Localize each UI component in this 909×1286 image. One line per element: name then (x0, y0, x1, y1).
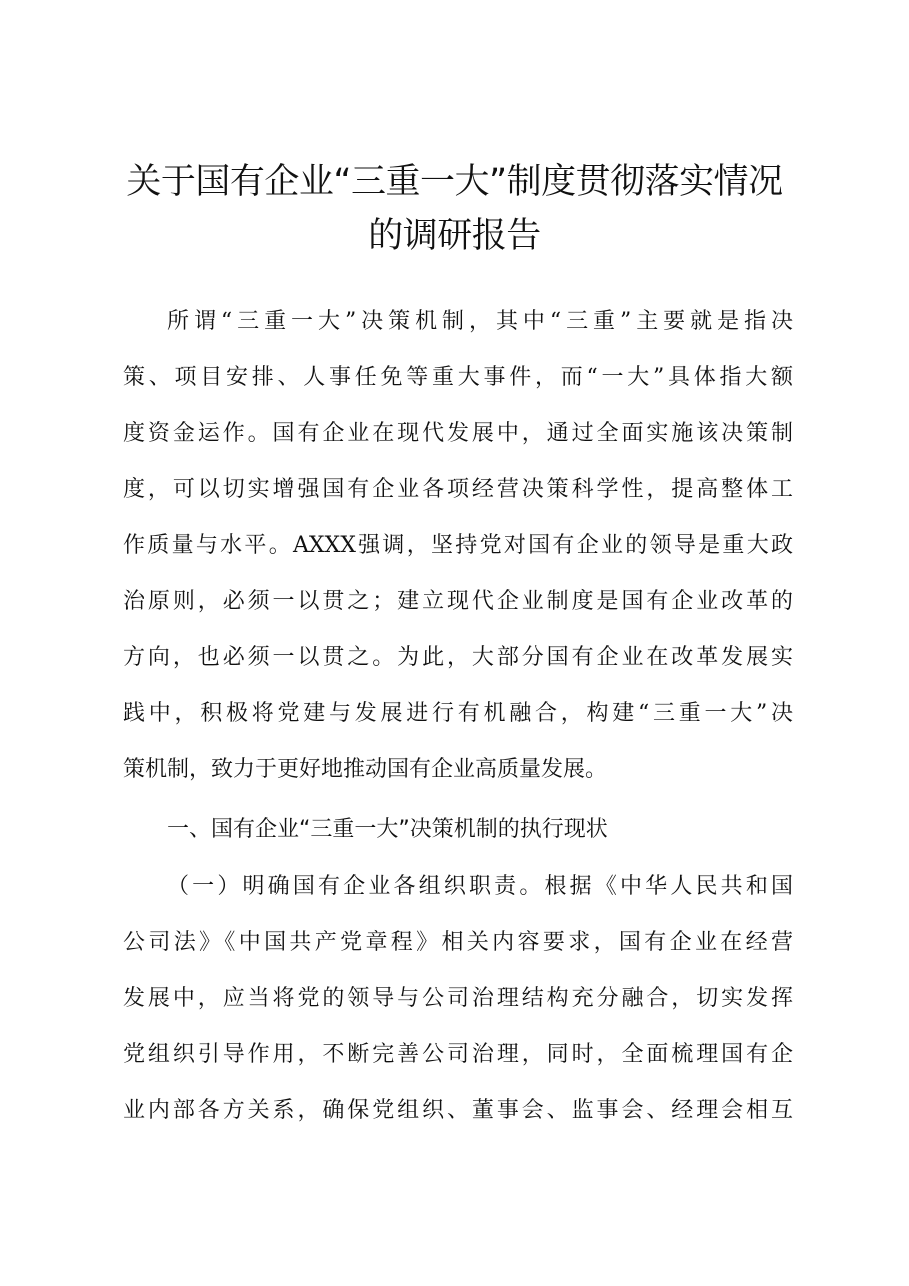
paragraph-1-line-5: 作质量与水平。AXXX强调，坚持党对国有企业的领导是重大政 (123, 533, 793, 558)
document-title-line-1: 关于国有企业“三重一大”制度贯彻落实情况 (126, 162, 783, 202)
document-title-line-2: 的调研报告 (368, 216, 541, 256)
paragraph-1-line-2: 策、项目安排、人事任免等重大事件，而“一大”具体指大额 (123, 365, 793, 390)
paragraph-1-line-9: 策机制，致力于更好地推动国有企业高质量发展。 (123, 757, 608, 782)
paragraph-2-line-1: （一）明确国有企业各组织职责。根据《中华人民共和国 (167, 874, 793, 899)
paragraph-2-line-5: 业内部各方关系，确保党组织、董事会、监事会、经理会相互 (123, 1098, 793, 1123)
paragraph-2-line-2: 公司法》《中国共产党章程》相关内容要求，国有企业在经营 (123, 930, 793, 955)
paragraph-1-line-1: 所谓“三重一大”决策机制，其中“三重”主要就是指决 (167, 309, 793, 334)
section-1-heading: 一、国有企业“三重一大”决策机制的执行现状 (167, 817, 608, 842)
paragraph-2-line-4: 党组织引导作用，不断完善公司治理，同时，全面梳理国有企 (123, 1042, 793, 1067)
paragraph-1-line-8: 践中，积极将党建与发展进行有机融合，构建“三重一大”决 (123, 701, 793, 726)
paragraph-1-line-4: 度，可以切实增强国有企业各项经营决策科学性，提高整体工 (123, 477, 793, 502)
paragraph-1-line-3: 度资金运作。国有企业在现代发展中，通过全面实施该决策制 (123, 421, 793, 446)
paragraph-1-line-7: 方向，也必须一以贯之。为此，大部分国有企业在改革发展实 (123, 645, 793, 670)
paragraph-1-line-6: 治原则，必须一以贯之；建立现代企业制度是国有企业改革的 (123, 589, 793, 614)
paragraph-2-line-3: 发展中，应当将党的领导与公司治理结构充分融合，切实发挥 (123, 986, 793, 1011)
